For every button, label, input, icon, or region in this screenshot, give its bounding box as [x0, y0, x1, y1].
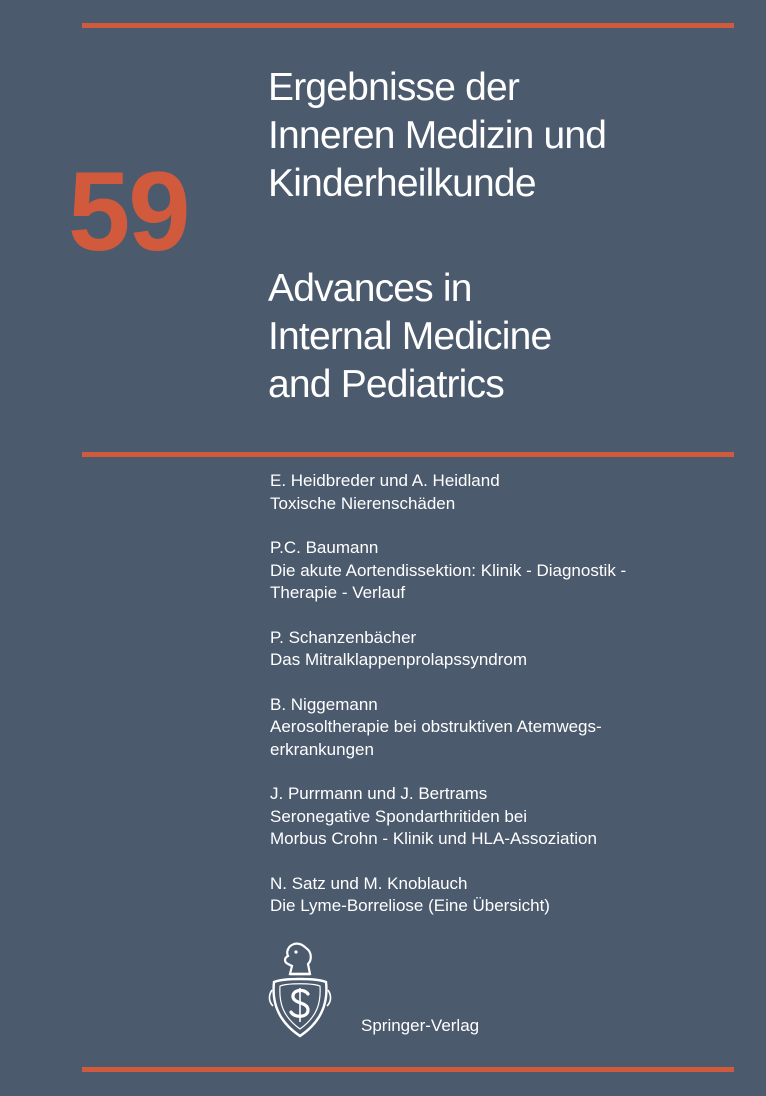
contents-entry	[270, 873, 740, 918]
entry-authors: E. Heidbreder und A. Heidland	[270, 471, 500, 490]
entry-title: Morbus Crohn - Klinik und HLA-Assoziation	[270, 829, 597, 848]
entry-authors: P. Schanzenbächer	[270, 627, 417, 647]
title-english-line: and Pediatrics	[268, 363, 504, 406]
contents-entry	[270, 694, 740, 762]
entry-title: Toxische Nierenschäden	[270, 493, 456, 513]
contents-entry	[270, 627, 740, 672]
title-german	[268, 64, 748, 208]
title-german-line: Ergebnisse der	[268, 66, 520, 109]
entry-authors: N. Satz und M. Knoblauch	[270, 873, 468, 893]
contents-entry	[270, 783, 740, 851]
entry-title: Die akute Aortendissektion: Klinik - Diagnostik -	[270, 560, 627, 580]
entry-title: Die Lyme-Borreliose (Eine Übersicht)	[270, 896, 550, 915]
contents-entry	[270, 470, 740, 515]
volume-number: 59	[68, 149, 189, 274]
top-rule	[82, 23, 734, 28]
entry-authors: J. Purrmann und J. Bertrams	[270, 784, 488, 803]
title-german-line: Kinderheilkunde	[268, 162, 536, 205]
springer-knight-icon	[266, 940, 334, 1040]
title-english-line: Internal Medicine	[268, 315, 552, 358]
entry-title: Seronegative Spondarthritiden bei	[270, 806, 528, 826]
entry-authors: B. Niggemann	[270, 694, 378, 714]
entry-title: Aerosoltherapie bei obstruktiven Atemwegs-	[270, 717, 602, 736]
entry-title: Das Mitralklappenprolapssyndrom	[270, 650, 528, 669]
entry-title: Therapie - Verlauf	[270, 583, 406, 602]
title-english	[268, 265, 748, 409]
entry-title: erkrankungen	[270, 739, 374, 759]
publisher-name: Springer-Verlag	[361, 1016, 480, 1035]
contents-list	[270, 470, 740, 940]
middle-rule	[82, 452, 734, 457]
entry-authors: P.C. Baumann	[270, 538, 379, 557]
bottom-rule	[82, 1067, 734, 1072]
title-english-line: Advances in	[268, 267, 472, 310]
title-german-line: Inneren Medizin und	[268, 114, 607, 157]
contents-entry	[270, 537, 740, 605]
